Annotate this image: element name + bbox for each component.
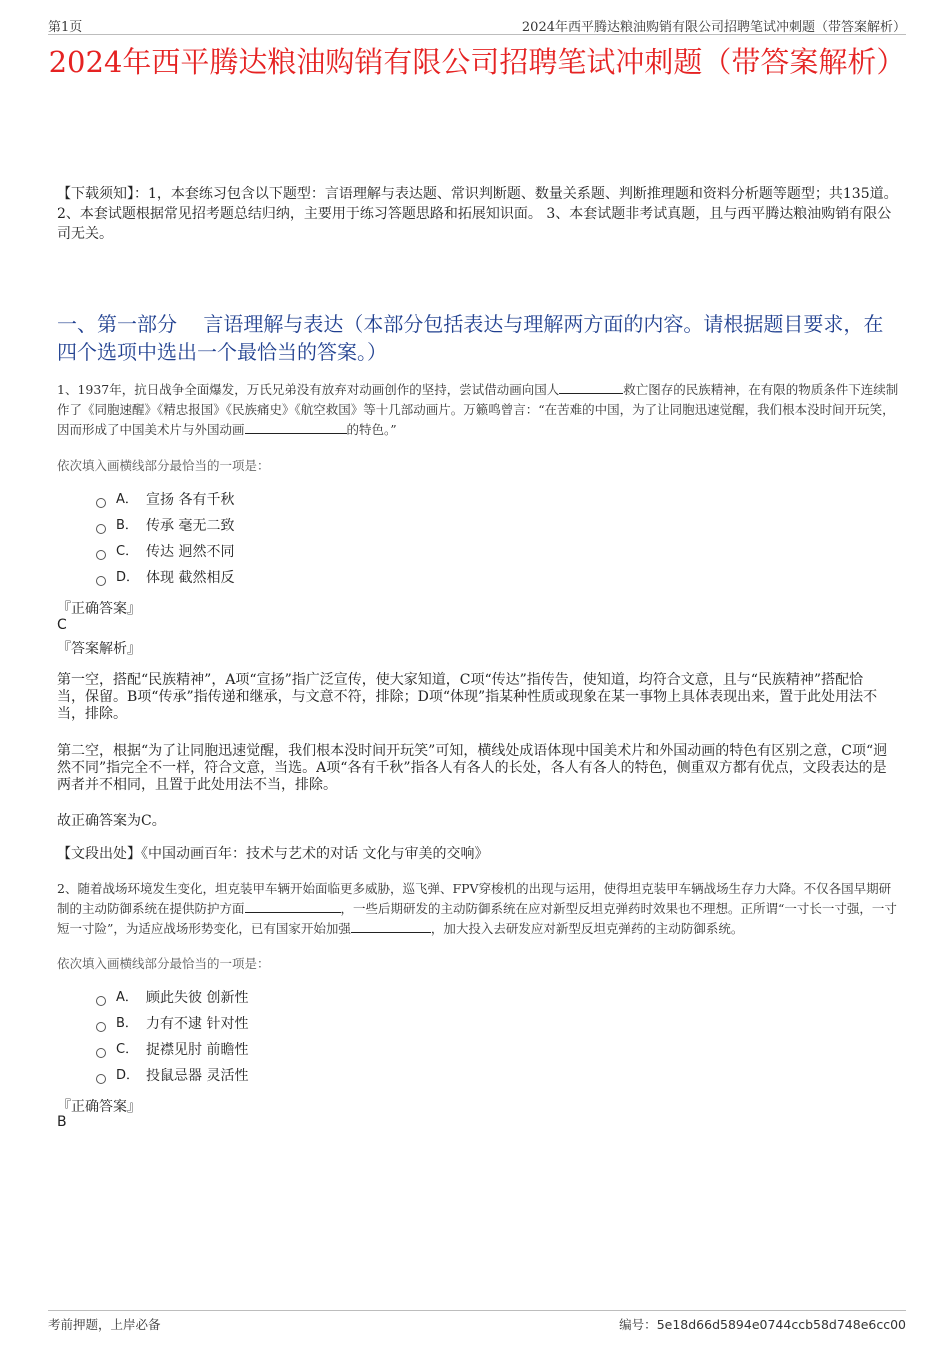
question-1-stem [57,380,900,440]
option-letter: D． [116,1068,140,1083]
question-2-stem-part2: ，一些后期研发的主动防御系统在应对新型反坦克弹药时效果也不理想。正所谓“一寸长一寸强，一寸短一寸险”，为适应战场形势变化，已有国家开始加强 [57,901,897,936]
radio-icon[interactable] [96,1048,106,1058]
section-title: 一、第一部分 言语理解与表达（本部分包括表达与理解两方面的内容。请根据题目要求，在四个选项中选出一个最恰当的答案。） [57,312,884,364]
question-1-blank-1 [559,381,623,394]
question-2-answer: B [57,1114,67,1130]
question-2-answer-label: 『正确答案』 [57,1099,141,1115]
question-1-answer-label: 『正确答案』 [57,601,141,617]
question-2-blank-2 [351,920,431,933]
question-1-blank-2 [245,421,347,434]
option-letter: C． [116,544,139,559]
page-number: 第1页 [48,20,83,35]
option-letter: D． [116,570,140,585]
option-letter: C． [116,1042,139,1057]
question-1-source: 【文段出处】《中国动画百年：技术与艺术的对话 文化与审美的交响》 [57,846,489,862]
question-1-option-a[interactable] [96,490,234,510]
option-letter: B． [116,1016,138,1031]
question-2-stem-part3: ，加大投入去研发应对新型反坦克弹药的主动防御系统。 [430,921,744,936]
question-1-stem-part1: 1、1937年，抗日战争全面爆发，万氏兄弟没有放弃对动画创作的坚持，尝试借动画向国人 [57,382,560,397]
page-footer [48,1310,906,1331]
radio-icon[interactable] [96,1074,106,1084]
radio-icon[interactable] [96,1022,106,1032]
question-2-option-d[interactable] [96,1066,248,1086]
option-text: 投鼠忌器 灵活性 [146,1068,249,1084]
question-1-option-b[interactable] [96,516,234,536]
question-1-answer: C [57,617,67,633]
question-1-analysis-para-2: 第二空，根据“为了让同胞迅速觉醒，我们根本没时间开玩笑”可知，横线处成语体现中国美术片和外国动画的特色有区别之意，C项“迥然不同”指完全不一样，符合文意，当选。A项“各有千秋”指各人有各人的长处，各人有各人的特色，侧重双方都有优点，文段表达的是两者并不相同，且置于此处用法不当，排除。 [57,743,888,793]
question-2-stem [57,879,900,939]
radio-icon[interactable] [96,550,106,560]
question-2-option-b[interactable] [96,1014,248,1034]
radio-icon[interactable] [96,996,106,1006]
option-text: 顾此失彼 创新性 [146,990,249,1006]
option-letter: B． [116,518,138,533]
option-text: 传承 毫无二致 [146,518,235,534]
download-notice: 【下载须知】：1，本套练习包含以下题型：言语理解与表达题、常识判断题、数量关系题、判断推理题和资料分析题等题型；共135道。 2、本套试题根据常见招考题总结归纳，主要用于练习答题思路和拓展知识面。 3、本套试题非考试真题，且与西平腾达粮油购销有限公司无关。 [57,186,898,242]
radio-icon[interactable] [96,498,106,508]
footer-slogan: 考前押题，上岸必备 [48,1317,161,1332]
question-2-blank-1 [245,900,341,913]
footer-code-label: 编号： [619,1317,657,1332]
question-1-prompt: 依次填入画横线部分最恰当的一项是： [57,458,270,473]
question-1-option-d[interactable] [96,568,234,588]
question-2-stem-part1: 2、随着战场环境发生变化，坦克装甲车辆开始面临更多威胁，巡飞弹、FPV穿梭机的出现与运用，使得坦克装甲车辆战场生存力大降。不仅各国早期研制的主动防御系统在提供防护方面 [57,881,892,916]
option-letter: A． [116,990,138,1005]
radio-icon[interactable] [96,576,106,586]
question-1-stem-part2: 救亡图存的民族精神，在有限的物质条件下连续制作了《同胞速醒》《精忠报国》《民族痛史》《航空救国》等十几部动画片。万籁鸣曾言：“在苦难的中国，为了让同胞迅速觉醒，我们根本没时间开玩笑，因而形成了中国美术片与外国动画 [57,382,899,437]
header-doc-title: 2024年西平腾达粮油购销有限公司招聘笔试冲刺题（带答案解析） [521,20,906,35]
question-2-option-c[interactable] [96,1040,248,1060]
option-text: 体现 截然相反 [146,570,235,586]
question-1-stem-part3: 的特色。” [346,422,397,437]
option-text: 宣扬 各有千秋 [146,492,235,508]
footer-code-value: 5e18d66d5894e0744ccb58d748e6cc00 [656,1317,906,1332]
option-text: 力有不逮 针对性 [146,1016,249,1032]
question-1-analysis-conclusion: 故正确答案为C。 [57,813,166,829]
option-text: 捉襟见肘 前瞻性 [146,1042,249,1058]
document-title: 2024年西平腾达粮油购销有限公司招聘笔试冲刺题（带答案解析） [48,45,906,79]
footer-code [619,1315,906,1333]
question-1-option-c[interactable] [96,542,234,562]
question-2-option-a[interactable] [96,988,248,1008]
page-header [48,14,906,35]
radio-icon[interactable] [96,524,106,534]
question-2-prompt: 依次填入画横线部分最恰当的一项是： [57,956,270,971]
question-1-analysis-label: 『答案解析』 [57,641,141,657]
option-text: 传达 迥然不同 [146,544,235,560]
option-letter: A． [116,492,138,507]
question-1-analysis-para-1: 第一空，搭配“民族精神”，A项“宣扬”指广泛宣传，使大家知道，C项“传达”指传告，使知道，均符合文意，且与“民族精神”搭配恰当，保留。B项“传承”指传递和继承，与文意不符，排除；D项“体现”指某种性质或现象在某一事物上具体表现出来，置于此处用法不当，排除。 [57,672,878,722]
